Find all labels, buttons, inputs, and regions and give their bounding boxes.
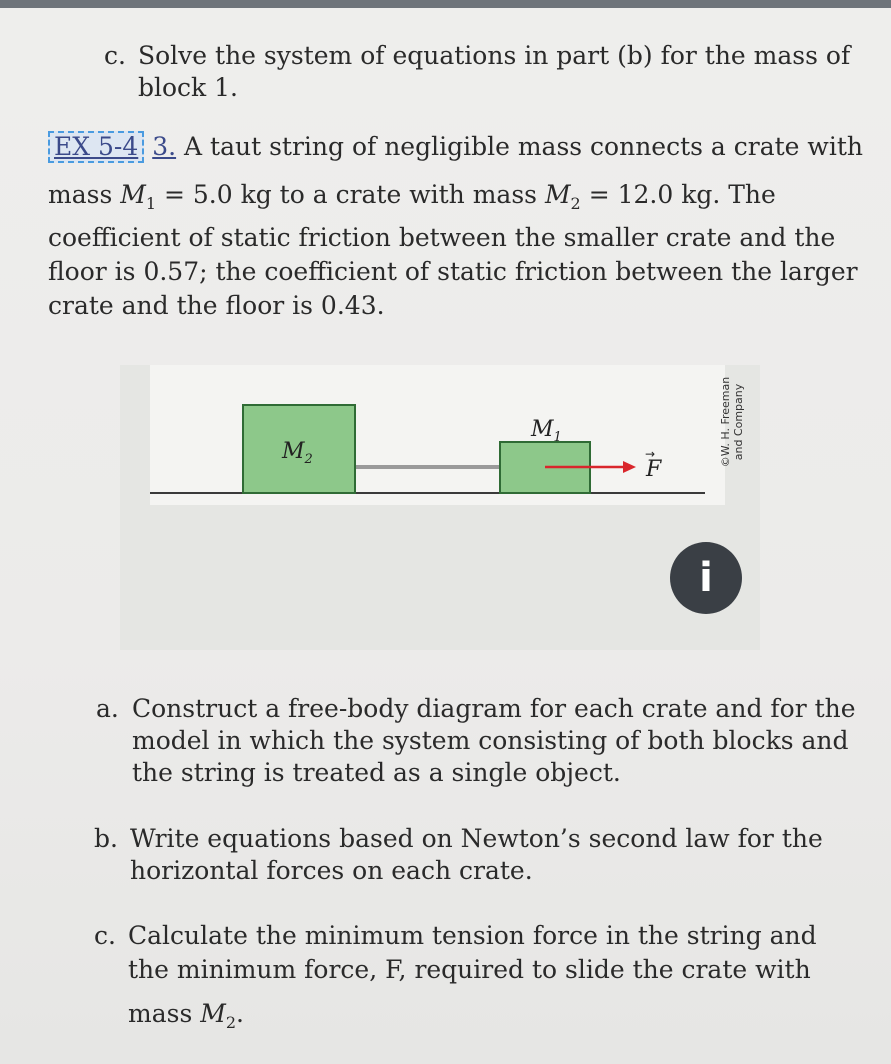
exercise-tag-link[interactable]: EX 5-4	[48, 131, 144, 163]
part-a-line1: Construct a free-body diagram for each crate and for the	[132, 694, 856, 723]
m2-label: $M_2$	[282, 439, 313, 467]
m2-equation: = 12.0 kg. The	[588, 180, 776, 209]
part-c-line3	[128, 998, 244, 1039]
part-a-label: a.	[96, 694, 119, 723]
exercise-line-5: crate and the floor is 0.43.	[48, 291, 385, 320]
part-c-line2: the minimum force, F, required to slide the crate with	[128, 955, 811, 984]
part-b-line1: Write equations based on Newton’s second law for the	[130, 824, 823, 853]
exercise-line-4: floor is 0.57; the coefficient of static friction between the larger	[48, 257, 858, 286]
m1-label: $M_1$	[531, 417, 562, 445]
part-c-label: c.	[94, 921, 116, 950]
image-credit	[712, 372, 752, 472]
part-a-line2: model in which the system consisting of both blocks and	[132, 726, 849, 755]
info-button[interactable]: i	[670, 542, 742, 614]
force-vector-arrow: →	[645, 447, 656, 461]
m2-subscript: 2	[225, 1013, 237, 1032]
mass-word: mass	[128, 999, 193, 1028]
part-a-line3: the string is treated as a single object.	[132, 758, 621, 787]
mass-word: mass	[48, 180, 113, 209]
credit-line-2: and Company	[732, 383, 745, 461]
part-b-label: b.	[94, 824, 118, 853]
problem-number-link[interactable]: 3.	[152, 132, 177, 161]
credit-line-1: ©W. H. Freeman	[719, 376, 732, 468]
part-b-line2: horizontal forces on each crate.	[130, 856, 533, 885]
period: .	[236, 999, 244, 1028]
part-text-line2: block 1.	[138, 73, 238, 102]
m1-symbol: M	[120, 180, 146, 209]
m1-subscript: 1	[145, 194, 157, 213]
m2-subscript: 2	[570, 194, 581, 213]
m2-symbol: M	[200, 999, 226, 1028]
part-c-line1: Calculate the minimum tension force in the string and	[128, 921, 817, 950]
exercise-text: A taut string of negligible mass connects a crate with	[184, 132, 863, 161]
m2-symbol: M	[544, 180, 571, 209]
part-text-line1: Solve the system of equations in part (b) for the mass of	[138, 41, 851, 70]
force-arrowhead	[623, 461, 636, 473]
force-label: F	[646, 457, 662, 482]
m1-equation: = 5.0 kg to a crate with mass	[163, 180, 537, 209]
exercise-line-3: coefficient of static friction between the smaller crate and the	[48, 223, 836, 252]
part-label: c.	[104, 41, 126, 70]
